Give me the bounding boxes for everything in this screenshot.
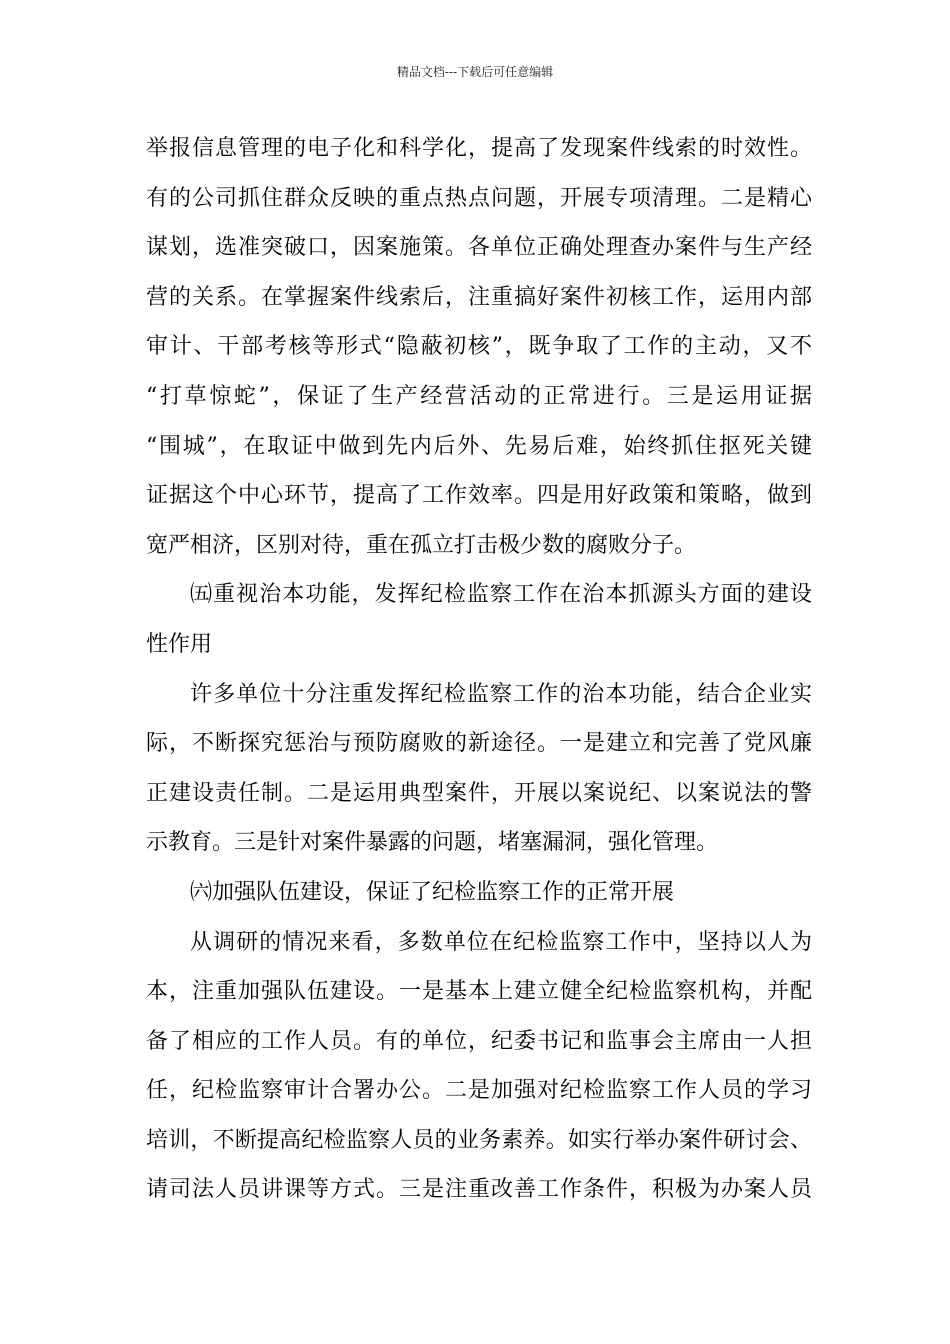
text-line: ㈥加强队伍建设，保证了纪检监察工作的正常开展: [190, 879, 675, 905]
text-line: 本，注重加强队伍建设。一是基本上建立健全纪检监察机构，并配: [146, 979, 812, 1005]
text-line: 谋划，选准突破口，因案施策。各单位正确处理查办案件与生产经: [146, 235, 812, 261]
text-line: 宽严相济，区别对待，重在孤立打击极少数的腐败分子。: [146, 532, 697, 558]
text-line: 从调研的情况来看，多数单位在纪检监察工作中，坚持以人为: [190, 929, 812, 955]
document-body: [146, 124, 812, 1215]
text-line: 正建设责任制。二是运用典型案件，开展以案说纪、以案说法的警: [146, 780, 812, 806]
text-line: 性作用: [146, 631, 213, 657]
text-line: 有的公司抓住群众反映的重点热点问题，开展专项清理。二是精心: [146, 185, 812, 211]
text-line: 证据这个中心环节，提高了工作效率。四是用好政策和策略，做到: [146, 483, 812, 509]
text-line: 任，纪检监察审计合署办公。二是加强对纪检监察工作人员的学习: [146, 1078, 812, 1104]
text-line: 示教育。三是针对案件暴露的问题，堵塞漏洞，强化管理。: [146, 830, 719, 856]
page-header: 精品文档---下载后可任意编辑: [396, 65, 554, 79]
text-line: 备了相应的工作人员。有的单位，纪委书记和监事会主席由一人担: [146, 1028, 812, 1054]
text-line: 营的关系。在掌握案件线索后，注重搞好案件初核工作，运用内部: [146, 284, 812, 310]
text-line: 请司法人员讲课等方式。三是注重改善工作条件，积极为办案人员: [146, 1177, 812, 1203]
text-line: “围城”，在取证中做到先内后外、先易后难，始终抓住抠死关键: [146, 433, 812, 459]
text-line: 许多单位十分注重发挥纪检监察工作的治本功能，结合企业实: [190, 681, 812, 707]
text-line: 培训，不断提高纪检监察人员的业务素养。如实行举办案件研讨会、: [146, 1127, 812, 1153]
text-line: 审计、干部考核等形式“隐蔽初核”，既争取了工作的主动，又不: [146, 334, 812, 360]
text-line: 举报信息管理的电子化和科学化，提高了发现案件线索的时效性。: [146, 136, 812, 161]
text-line: “打草惊蛇”，保证了生产经营活动的正常进行。三是运用证据: [146, 383, 812, 409]
text-line: 际，不断探究惩治与预防腐败的新途径。一是建立和完善了党风廉: [146, 731, 812, 757]
text-line: ㈤重视治本功能，发挥纪检监察工作在治本抓源头方面的建设: [190, 582, 812, 608]
